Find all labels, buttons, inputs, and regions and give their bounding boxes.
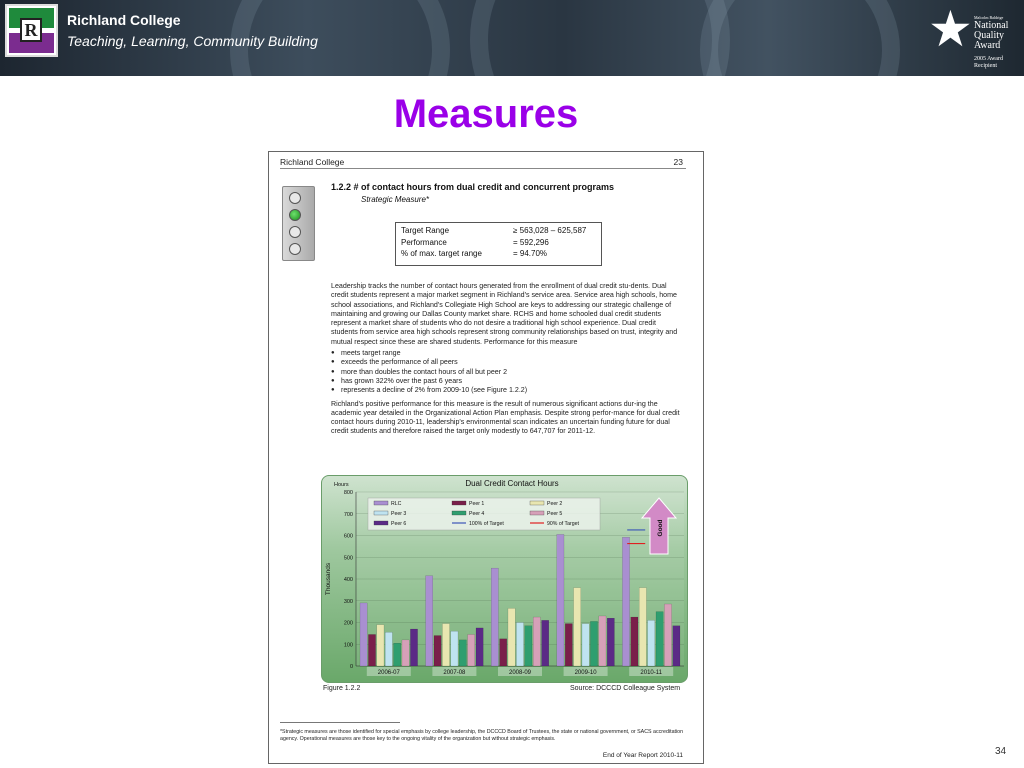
legend-label: Peer 4: [469, 511, 485, 517]
legend-swatch: [374, 501, 388, 505]
bar-peer-6: [673, 626, 680, 666]
bar-rlc: [360, 603, 367, 666]
logo-letter: R: [20, 18, 42, 42]
footnote: *Strategic measures are those identified for special emphasis by college leadership, the DCCCD Board of Trustees, the state or national government, or SACS accreditation agency. Operational measures are those key to the ongoing vitality of the organization but without strategic emphasis.: [280, 729, 684, 742]
y-tick-label: 600: [343, 533, 353, 540]
list-item: ● has grown 322% over the past 6 years: [331, 377, 683, 386]
baldrige-award-logo: ★ Malcolm Baldrige National Quality Award 2005 Award Recipient: [928, 1, 1009, 69]
chart-title: Dual Credit Contact Hours: [465, 479, 559, 488]
list-item: ● meets target range: [331, 349, 683, 358]
bar-peer-2: [639, 588, 646, 666]
bar-peer-4: [459, 640, 466, 666]
header-rule: [280, 168, 686, 169]
legend-swatch: [452, 501, 466, 505]
x-tick-label: 2006-07: [377, 670, 400, 676]
bar-peer-6: [410, 629, 417, 666]
measure-title: 1.2.2 # of contact hours from dual credit and concurrent programs: [331, 182, 615, 192]
list-item: ● more than doubles the contact hours of all but peer 2: [331, 368, 683, 377]
report-page-number: 23: [673, 157, 683, 167]
college-tagline: Teaching, Learning, Community Building: [67, 33, 318, 49]
x-tick-label: 2010-11: [640, 670, 662, 676]
bar-peer-3: [582, 624, 589, 666]
bar-peer-4: [394, 643, 401, 666]
list-item: ● represents a decline of 2% from 2009-10 (see Figure 1.2.2): [331, 386, 683, 395]
good-arrow-label: Good: [657, 519, 664, 537]
bar-peer-5: [468, 634, 475, 666]
legend-label: 90% of Target: [547, 521, 579, 527]
bar-peer-2: [442, 624, 449, 666]
slide-number: 34: [995, 746, 1007, 757]
target-row: % of max. target range = 94.70%: [401, 249, 548, 258]
figure-source: Source: DCCCD Colleague System: [570, 685, 681, 692]
paragraph: Leadership tracks the number of contact hours generated from the enrollment of dual credit stu-dents. Dual credit students represent a major market segment in Richland's service area. Service area high schools, home school associations, and Richland's Collegiate High School are keys to addressing our strategic challenge of maintaining and growing our Dallas County market share. RCHS and home schooled dual credit students represent a market share of students who do not desire a traditional high school experience. Dual credit students from service area high schools represent strong community relationships based on trust, integrity and mutual respect since these are shared students. Performance for this measure: [331, 282, 678, 346]
y-tick-label: 100: [343, 642, 353, 649]
chart-panel: [321, 475, 688, 683]
footnote-rule: [280, 722, 400, 723]
college-logo: [5, 4, 58, 57]
x-tick-label: 2007-08: [443, 670, 466, 676]
college-name: Richland College: [67, 12, 181, 28]
bar-peer-5: [533, 617, 540, 666]
report-body: [331, 282, 683, 439]
y-tick-label: 300: [343, 598, 353, 605]
bar-peer-4: [590, 621, 597, 666]
slide-title: Measures: [393, 92, 579, 136]
legend-swatch: [452, 511, 466, 515]
bar-peer-1: [368, 634, 375, 666]
traffic-light-icon: [282, 186, 315, 261]
bar-rlc: [426, 576, 433, 666]
report-header: Richland College: [280, 157, 345, 167]
bar-rlc: [491, 568, 498, 666]
bar-peer-6: [476, 628, 483, 666]
bar-peer-4: [525, 626, 532, 666]
bar-peer-5: [599, 616, 606, 666]
y-tick-label: 200: [343, 620, 353, 627]
bar-peer-6: [607, 618, 614, 666]
bar-peer-1: [631, 617, 638, 666]
list-item: ● exceeds the performance of all peers: [331, 358, 683, 367]
bar-peer-3: [385, 632, 392, 666]
bar-peer-5: [402, 640, 409, 666]
bar-rlc: [622, 537, 629, 666]
legend-label: Peer 2: [547, 501, 563, 507]
report-page: [268, 151, 704, 764]
y-tick-label: 500: [343, 555, 353, 562]
bar-peer-1: [500, 639, 507, 666]
legend-swatch: [374, 521, 388, 525]
bar-peer-6: [542, 620, 549, 666]
target-row: Performance = 592,296: [401, 237, 549, 247]
legend-swatch: [374, 511, 388, 515]
y-tick-label: 400: [343, 577, 353, 583]
header-banner: [0, 0, 1024, 76]
legend-label: Peer 6: [391, 521, 407, 527]
target-table: [395, 222, 602, 266]
bar-peer-1: [434, 636, 441, 666]
legend-swatch: [530, 511, 544, 515]
figure-label: Figure 1.2.2: [323, 685, 361, 692]
legend-label: 100% of Target: [469, 521, 504, 527]
bar-peer-3: [516, 623, 523, 667]
legend-label: Peer 1: [469, 501, 485, 507]
measure-subtitle: Strategic Measure*: [361, 195, 430, 204]
bar-peer-2: [574, 588, 581, 666]
bar-peer-1: [565, 624, 572, 666]
bar-peer-2: [508, 608, 515, 666]
legend-label: Peer 5: [547, 511, 563, 517]
x-tick-label: 2008-09: [508, 670, 532, 676]
star-icon: ★: [928, 1, 973, 57]
y-unit-label: Hours: [334, 482, 349, 488]
legend-label: Peer 3: [391, 511, 407, 517]
x-tick-label: 2009-10: [574, 670, 597, 676]
y-tick-label: 0: [349, 664, 353, 670]
legend-label: RLC: [391, 501, 402, 507]
paragraph: Richland's positive performance for this measure is the result of numerous significant actions dur-ing the academic year detailed in the Organizational Action Plan emphasis. Despite strong perfor-mance for dual credit contact hours during 2010-11, leadership's environmental scan indicates an uncertain funding future for dual credit students and therefore raised the target only modestly to 647,707 for 2011-12.: [331, 399, 680, 436]
bar-peer-3: [648, 620, 655, 666]
legend-swatch: [530, 501, 544, 505]
performance-list: [331, 349, 683, 395]
target-row: Target Range ≥ 563,028 – 625,587: [401, 226, 587, 235]
bar-peer-5: [664, 604, 671, 666]
bar-peer-2: [377, 625, 384, 666]
bar-rlc: [557, 534, 564, 666]
report-footer: End of Year Report 2010-11: [602, 752, 683, 759]
bar-peer-4: [656, 612, 663, 666]
dual-credit-chart: [322, 476, 689, 684]
bar-peer-3: [451, 631, 458, 666]
y-tick-label: 800: [343, 490, 353, 496]
y-tick-label: 700: [343, 511, 353, 518]
y-axis-label: Thousands: [325, 562, 332, 596]
